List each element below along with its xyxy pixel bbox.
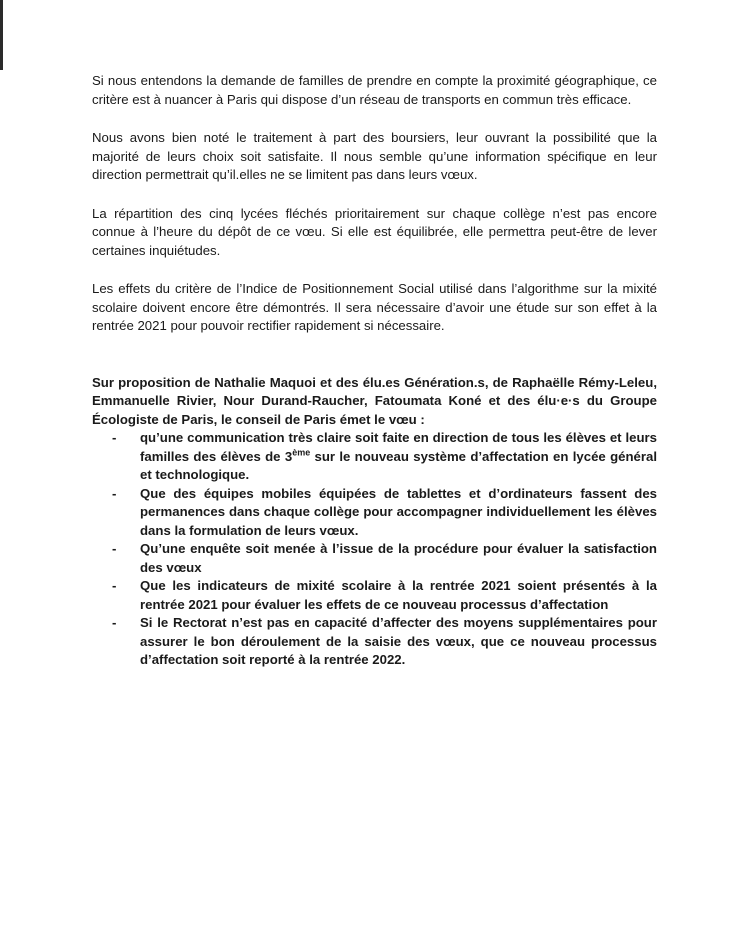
bullet-dash: - [112, 430, 117, 445]
page-edge-shadow [0, 0, 3, 70]
resolution-item [92, 614, 657, 670]
paragraph-lycees-repartition: La répartition des cinq lycées fléchés prioritairement sur chaque collège n’est pas encore connue à l’heure du dépôt de ce vœu. Si elle est équilibrée, elle permettra peut-être de lever certaines inquiétudes. [92, 205, 657, 258]
resolution-intro: Sur proposition de Nathalie Maquoi et des élu.es Génération.s, de Raphaëlle Rémy-Leleu, Emmanuelle Rivier, Nour Durand-Raucher, Fatoumata Koné et des élu·e·s du Groupe Écologiste de Paris, le conseil de Paris émet le vœu : [92, 374, 657, 427]
resolution-item-text-continued: sur le nouveau système d’affectation en lycée général et technologique. [140, 448, 657, 482]
bullet-dash: - [112, 615, 117, 630]
resolution-section [92, 374, 657, 670]
resolution-item-text: Si le Rectorat n’est pas en capacité d’affecter des moyens supplémentaires pour assurer le bon déroulement de la saisie des vœux, que ce nouveau processus d’affectation soit reporté à la rentrée 2022. [140, 615, 657, 667]
superscript-eme: ème [292, 447, 311, 458]
resolution-item [92, 577, 657, 614]
paragraph-boursiers: Nous avons bien noté le traitement à part des boursiers, leur ouvrant la possibilité que la majorité de leurs choix soit satisfaite. Il nous semble qu’une information spécifique en leur direction permettrait qu’il.elles ne se limitent pas dans leurs vœux. [92, 130, 657, 182]
resolution-item [92, 429, 657, 485]
resolution-item-text: Qu’une enquête soit menée à l’issue de la procédure pour évaluer la satisfaction des vœux [140, 541, 657, 575]
resolution-item-text: Que des équipes mobiles équipées de tablettes et d’ordinateurs fassent des permanences dans chaque collège pour accompagner individuellement les élèves dans la formulation de leurs vœux. [140, 485, 657, 538]
bullet-dash: - [112, 485, 117, 501]
resolution-item [92, 540, 657, 577]
resolution-item [92, 485, 657, 541]
paragraph-proximity: Si nous entendons la demande de familles de prendre en compte la proximité géographique, ce critère est à nuancer à Paris qui dispose d’un réseau de transports en commun très efficace. [92, 73, 657, 107]
resolution-item-text: qu’une communication très claire soit faite en direction de tous les élèves et leurs familles des élèves de 3 [140, 430, 657, 464]
bullet-dash: - [112, 541, 117, 556]
resolution-item-text: Que les indicateurs de mixité scolaire à la rentrée 2021 soient présentés à la rentrée 2021 pour évaluer les effets de ce nouveau processus d’affectation [140, 578, 657, 612]
bullet-dash: - [112, 578, 117, 593]
resolution-list [92, 429, 657, 670]
paragraph-ips-effects: Les effets du critère de l’Indice de Positionnement Social utilisé dans l’algorithme sur la mixité scolaire doivent encore être démontrés. Il sera nécessaire d’avoir une étude sur son effet à la rentrée 2021 pour pouvoir rectifier rapidement si nécessaire. [92, 281, 657, 333]
document-page [92, 72, 657, 670]
